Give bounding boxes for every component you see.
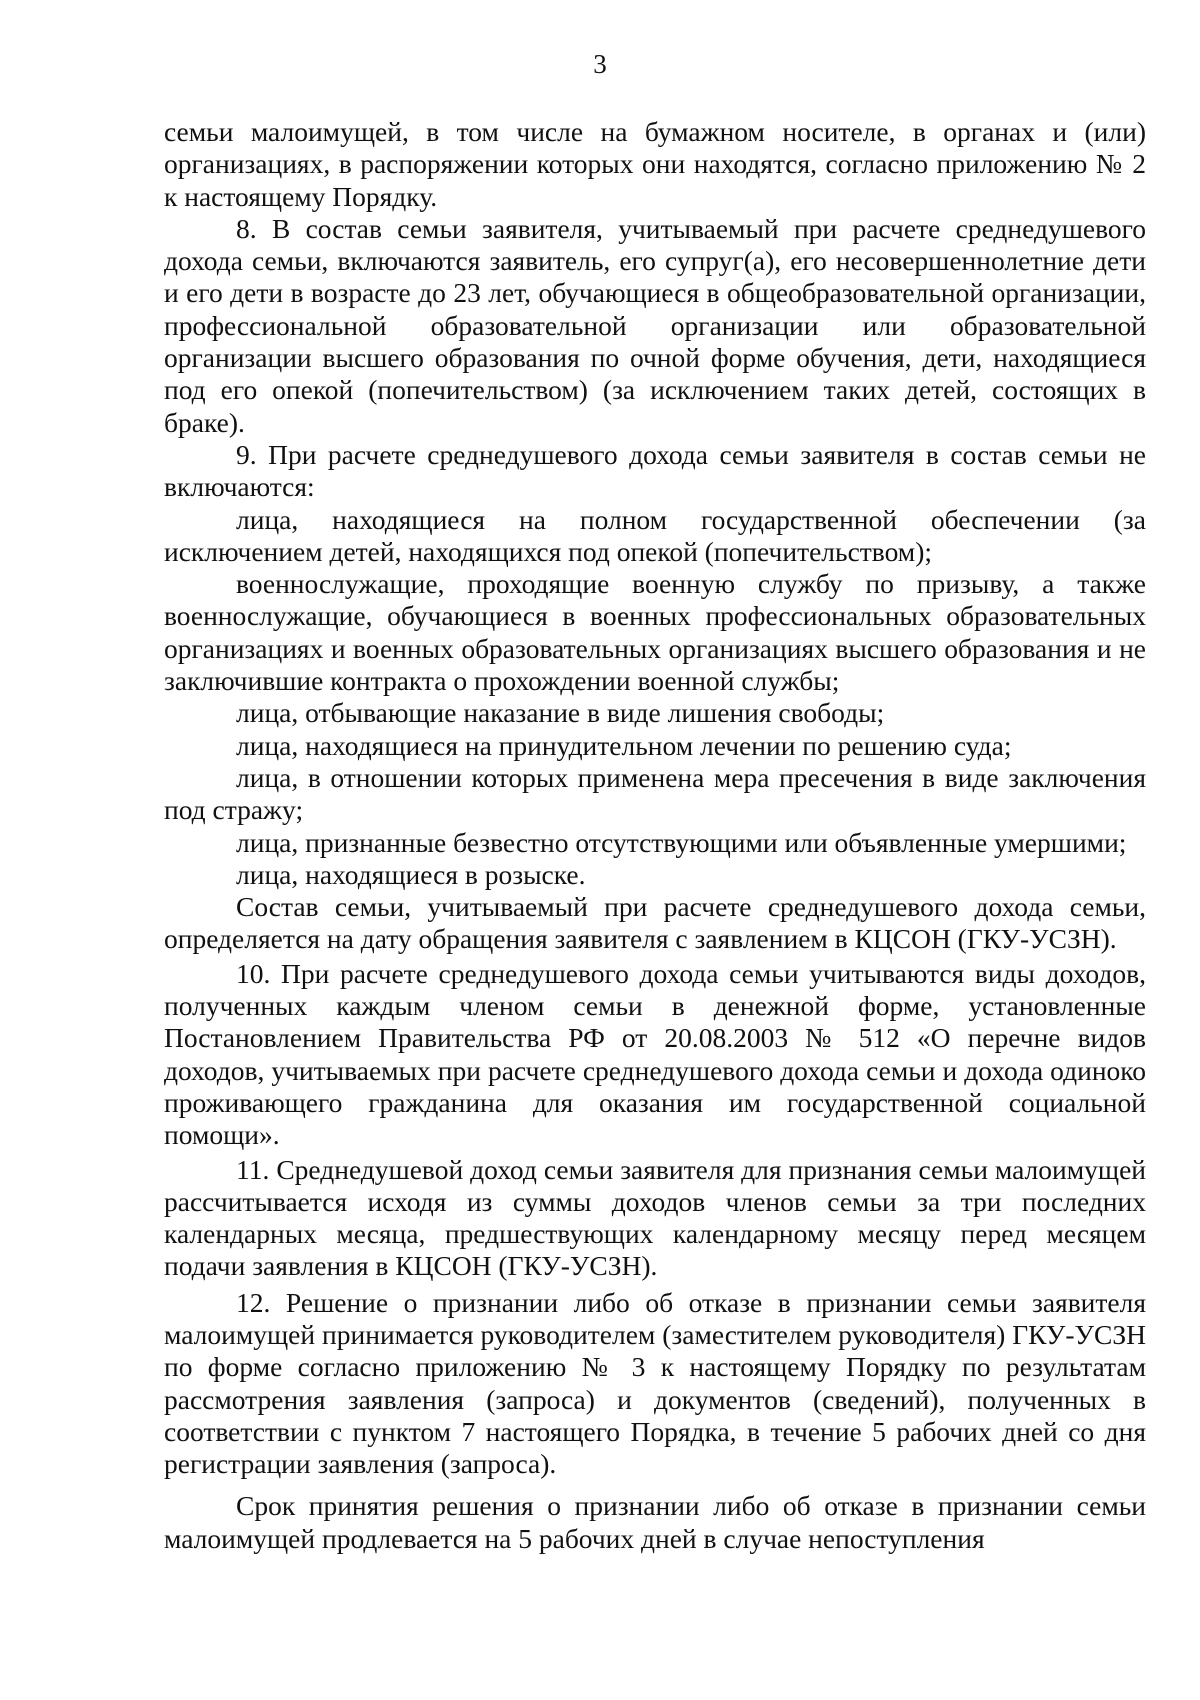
exclusion-custody: лица, в отношении которых применена мера пресечения в виде заключения под стражу; bbox=[164, 761, 1146, 826]
exclusion-wanted: лица, находящиеся в розыске. bbox=[236, 858, 586, 890]
paragraph-continuation: семьи малоимущей, в том числе на бумажном носителе, в органах и (или) организациях, в распоряжении которых они находятся, согласно приложению № 2 к настоящему Порядку. bbox=[164, 116, 1146, 212]
exclusion-imprisoned: лица, отбывающие наказание в виде лишения свободы; bbox=[236, 697, 885, 729]
paragraph-family-date: Состав семьи, учитываемый при расчете среднедушевого дохода семьи, определяется на дату обращения заявителя с заявлением в КЦСОН (ГКУ-УСЗН). bbox=[164, 891, 1146, 955]
exclusion-military: военнослужащие, проходящие военную службу по призыву, а также военнослужащие, обучающиеся в военных профессиональных образовательных организациях и военных образовательных организациях высшего образования и не заключившие контракта о прохождении военной службы; bbox=[164, 568, 1146, 697]
paragraph-item-9: 9. При расчете среднедушевого дохода семьи заявителя в состав семьи не включаются: bbox=[164, 438, 1146, 503]
page-number: 3 bbox=[593, 49, 607, 79]
exclusion-state-support: лица, находящиеся на полном государственной обеспечении (за исключением детей, находящихся под опекой (попечительством); bbox=[164, 503, 1146, 567]
document-body bbox=[164, 116, 1146, 1555]
paragraph-item-8: 8. В состав семьи заявителя, учитываемый при расчете среднедушевого дохода семьи, включаются заявитель, его супруг(а), его несовершеннолетние дети и его дети в возрасте до 23 лет, обучающиеся в общеобразовательной организации, профессиональной образовательной организации или образовательной организации высшего образования по очной форме обучения, дети, находящиеся под его опекой (попечительством) (за исключением таких детей, состоящих в браке). bbox=[164, 212, 1146, 438]
paragraph-item-10: 10. При расчете среднедушевого дохода семьи учитываются виды доходов, полученных каждым членом семьи в денежной форме, установленные Постановлением Правительства РФ от 20.08.2003 № 512 «О перечне видов доходов, учитываемых при расчете среднедушевого дохода семьи и дохода одиноко проживающего гражданина для оказания им государственной социальной помощи». bbox=[164, 957, 1146, 1151]
paragraph-item-11: 11. Среднедушевой доход семьи заявителя для признания семьи малоимущей рассчитывается исходя из суммы доходов членов семьи за три последних календарных месяца, предшествующих календарному месяцу перед месяцем подачи заявления в КЦСОН (ГКУ-УСЗН). bbox=[164, 1153, 1146, 1282]
exclusion-missing-or-dead: лица, признанные безвестно отсутствующими или объявленные умершими; bbox=[236, 826, 1127, 858]
exclusion-compulsory-treatment: лица, находящиеся на принудительном лечении по решению суда; bbox=[236, 729, 1012, 761]
paragraph-decision-term: Срок принятия решения о признании либо об отказе в признании семьи малоимущей продлевается на 5 рабочих дней в случае непоступления bbox=[164, 1490, 1146, 1554]
paragraph-item-12: 12. Решение о признании либо об отказе в признании семьи заявителя малоимущей принимается руководителем (заместителем руководителя) ГКУ-УСЗН по форме согласно приложению № 3 к настоящему Порядку по результатам рассмотрения заявления (запроса) и документов (сведений), полученных в соответствии с пунктом 7 настоящего Порядка, в течение 5 рабочих дней со дня регистрации заявления (запроса). bbox=[164, 1286, 1146, 1480]
